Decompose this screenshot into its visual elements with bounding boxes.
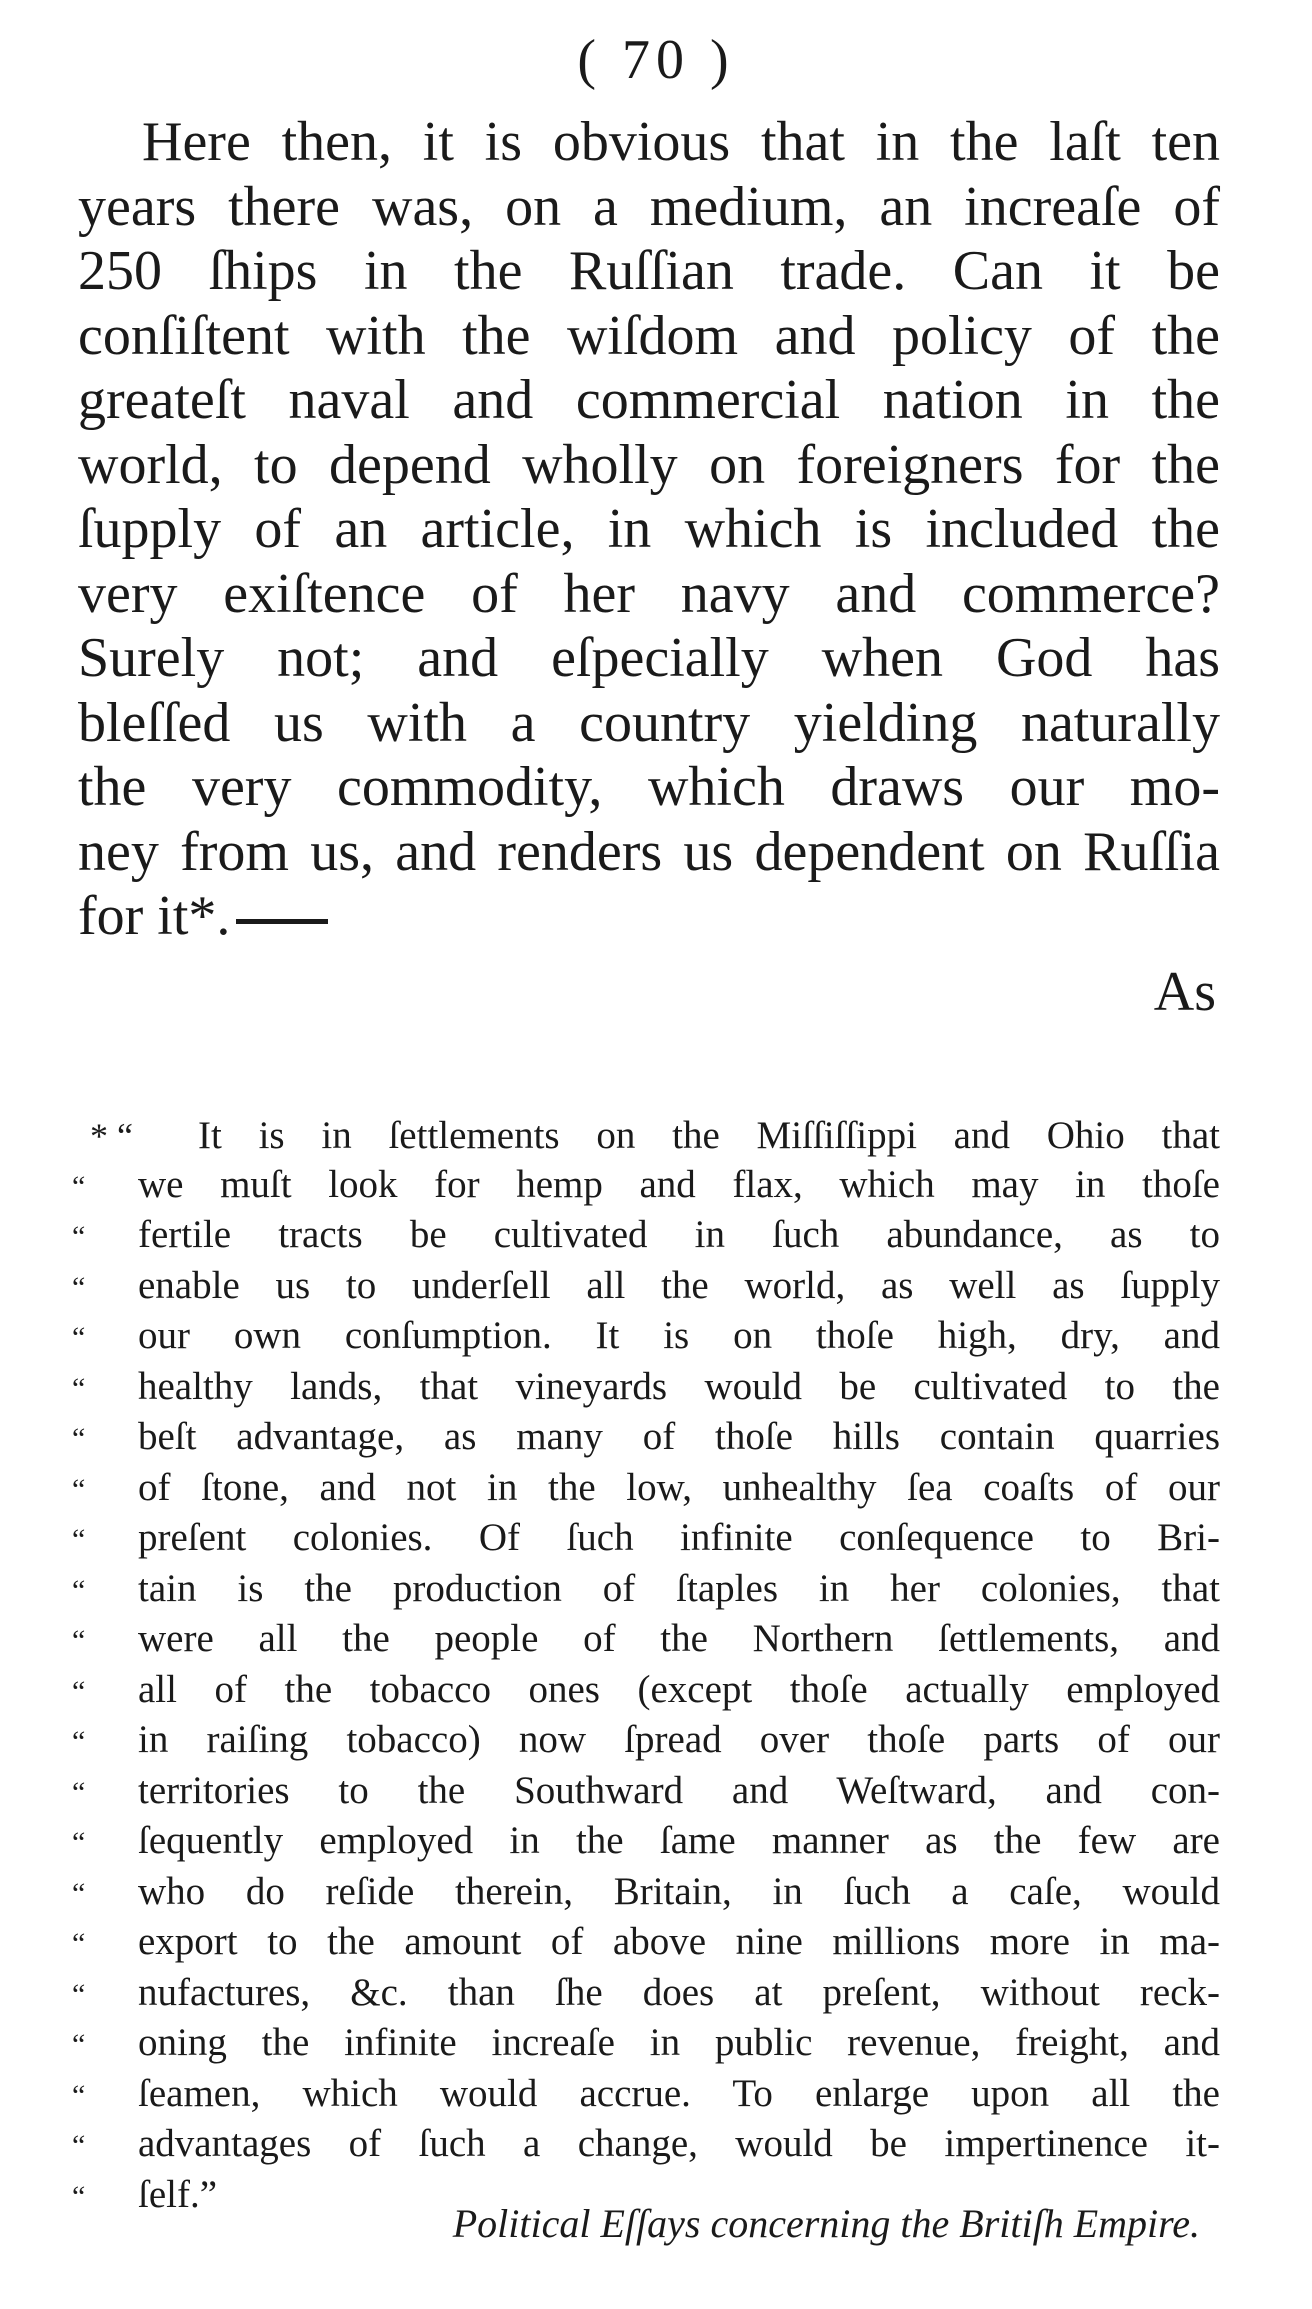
footnote-text: we muſt look for hemp and flax, which may in thoſe	[138, 1162, 1220, 1206]
quote-mark: “	[72, 1169, 86, 1203]
footnote-text: enable us to underſell all the world, as well as ſupply	[138, 1263, 1220, 1307]
main-text-line: very exiſtence of her navy and commerce?	[78, 562, 1220, 625]
footnote-line	[72, 1615, 1220, 1666]
main-text-line: ney from us, and renders us dependent on Ruſſia	[78, 820, 1220, 883]
em-dash-rule	[236, 919, 328, 924]
quote-mark: “	[72, 2078, 86, 2112]
footnote-line	[72, 1312, 1220, 1363]
footnote-text: nufactures, &c. than ſhe does at preſent, without reck-	[138, 1970, 1220, 2014]
quote-mark: “	[72, 1624, 86, 1657]
main-text-line: years there was, on a medium, an increaſe of	[78, 175, 1220, 238]
quote-mark: “	[72, 1472, 86, 1506]
footnote-text: It is in ſettlements on the Miſſiſſippi and Ohio that	[198, 1114, 1220, 1157]
quote-mark: “	[72, 1270, 86, 1304]
main-text-last-line	[78, 884, 1220, 949]
footnote-marker: * “	[90, 1116, 133, 1156]
main-text-line: bleſſed us with a country yielding naturally	[78, 691, 1220, 754]
quote-mark: “	[72, 1876, 86, 1910]
main-text-line: 250 ſhips in the Ruſſian trade. Can it be	[78, 240, 1220, 302]
footnote-text: territories to the Southward and Weſtward, and con-	[138, 1768, 1220, 1812]
footnote-text: were all the people of the Northern ſettlements, and	[138, 1617, 1220, 1660]
footnote-text: oning the infinite increaſe in public revenue, freight, and	[138, 2021, 1220, 2064]
footnote-text: who do reſide therein, Britain, in ſuch a caſe, would	[138, 1869, 1220, 1913]
footnote	[72, 1112, 1220, 2221]
footnote-text: advantages of ſuch a change, would be impertinence it-	[138, 2122, 1220, 2165]
footnote-text: in raiſing tobacco) now ſpread over thoſe parts of our	[138, 1718, 1220, 1761]
main-text-line: conſiſtent with the wiſdom and policy of the	[78, 304, 1220, 367]
quote-mark: “	[72, 2129, 86, 2162]
footnote-text: ſelf.”	[138, 2172, 218, 2216]
footnote-line	[72, 1262, 1220, 1313]
footnote-text: healthy lands, that vineyards would be cultivated to the	[138, 1364, 1220, 1408]
footnote-text: fertile tracts be cultivated in ſuch abundance, as to	[138, 1213, 1220, 1256]
quote-mark: “	[72, 2179, 86, 2213]
footnote-text: ſeamen, which would accrue. To enlarge upon all the	[138, 2071, 1220, 2115]
quote-mark: “	[72, 1674, 86, 1708]
footnote-line	[72, 1767, 1220, 1818]
main-text-line: greateſt naval and commercial nation in the	[78, 369, 1220, 431]
footnote-text: all of the tobacco ones (except thoſe actually employed	[138, 1667, 1220, 1711]
page-number: ( 70 )	[577, 29, 735, 91]
footnote-line	[72, 1565, 1220, 1616]
quote-mark: “	[72, 1422, 86, 1455]
footnote-text: our own conſumption. It is on thoſe high, dry, and	[138, 1314, 1220, 1357]
main-text-line: for it*.	[78, 885, 231, 947]
footnote-attribution	[0, 2200, 1260, 2247]
attribution-text: Political Eſſays concerning the Britiſh Empire.	[452, 2201, 1200, 2246]
footnote-text: ſequently employed in the ſame manner as the few are	[138, 1819, 1220, 1862]
footnote-line	[72, 1716, 1220, 1767]
footnote-line	[72, 1464, 1220, 1515]
footnote-line	[72, 1969, 1220, 2020]
quote-mark: “	[72, 1523, 86, 1556]
catchword: As	[1153, 961, 1216, 1023]
footnote-line	[72, 2120, 1220, 2171]
footnote-text: beſt advantage, as many of thoſe hills contain quarries	[138, 1415, 1220, 1458]
footnote-text: preſent colonies. Of ſuch infinite conſequence to Bri-	[138, 1516, 1220, 1559]
main-text-line: Surely not; and eſpecially when God has	[78, 627, 1220, 689]
quote-mark: “	[72, 2028, 86, 2061]
main-text	[78, 110, 1220, 949]
footnote-line	[72, 2070, 1220, 2121]
main-text-line: Here then, it is obvious that in the laſt ten	[142, 111, 1220, 173]
quote-mark: “	[72, 1725, 86, 1758]
footnote-line	[72, 1413, 1220, 1464]
footnote-text: of ſtone, and not in the low, unhealthy ſea coaſts of our	[138, 1465, 1220, 1509]
footnote-text: tain is the production of ſtaples in her colonies, that	[138, 1566, 1220, 1610]
footnote-line	[72, 1161, 1220, 1212]
footnote-line	[72, 1514, 1220, 1565]
quote-mark: “	[72, 1826, 86, 1859]
quote-mark: “	[72, 1220, 86, 1253]
footnote-line	[72, 1918, 1220, 1969]
footnote-line	[72, 1211, 1220, 1262]
quote-mark: “	[72, 1927, 86, 1960]
footnote-line	[72, 1868, 1220, 1919]
quote-mark: “	[72, 1321, 86, 1354]
footnote-line	[72, 2019, 1220, 2070]
quote-mark: “	[72, 1775, 86, 1809]
main-text-line: world, to depend wholly on foreigners for the	[78, 433, 1220, 496]
footnote-text: export to the amount of above nine millions more in ma-	[138, 1920, 1220, 1963]
main-text-line: the very commodity, which draws our mo-	[78, 756, 1220, 818]
quote-mark: “	[72, 1573, 86, 1607]
footnote-line	[72, 1363, 1220, 1414]
footnote-line	[72, 1817, 1220, 1868]
footnote-line	[72, 1112, 1220, 1161]
main-text-line: ſupply of an article, in which is included the	[78, 498, 1220, 560]
quote-mark: “	[72, 1371, 86, 1405]
quote-mark: “	[72, 1977, 86, 2011]
footnote-line	[72, 1666, 1220, 1717]
